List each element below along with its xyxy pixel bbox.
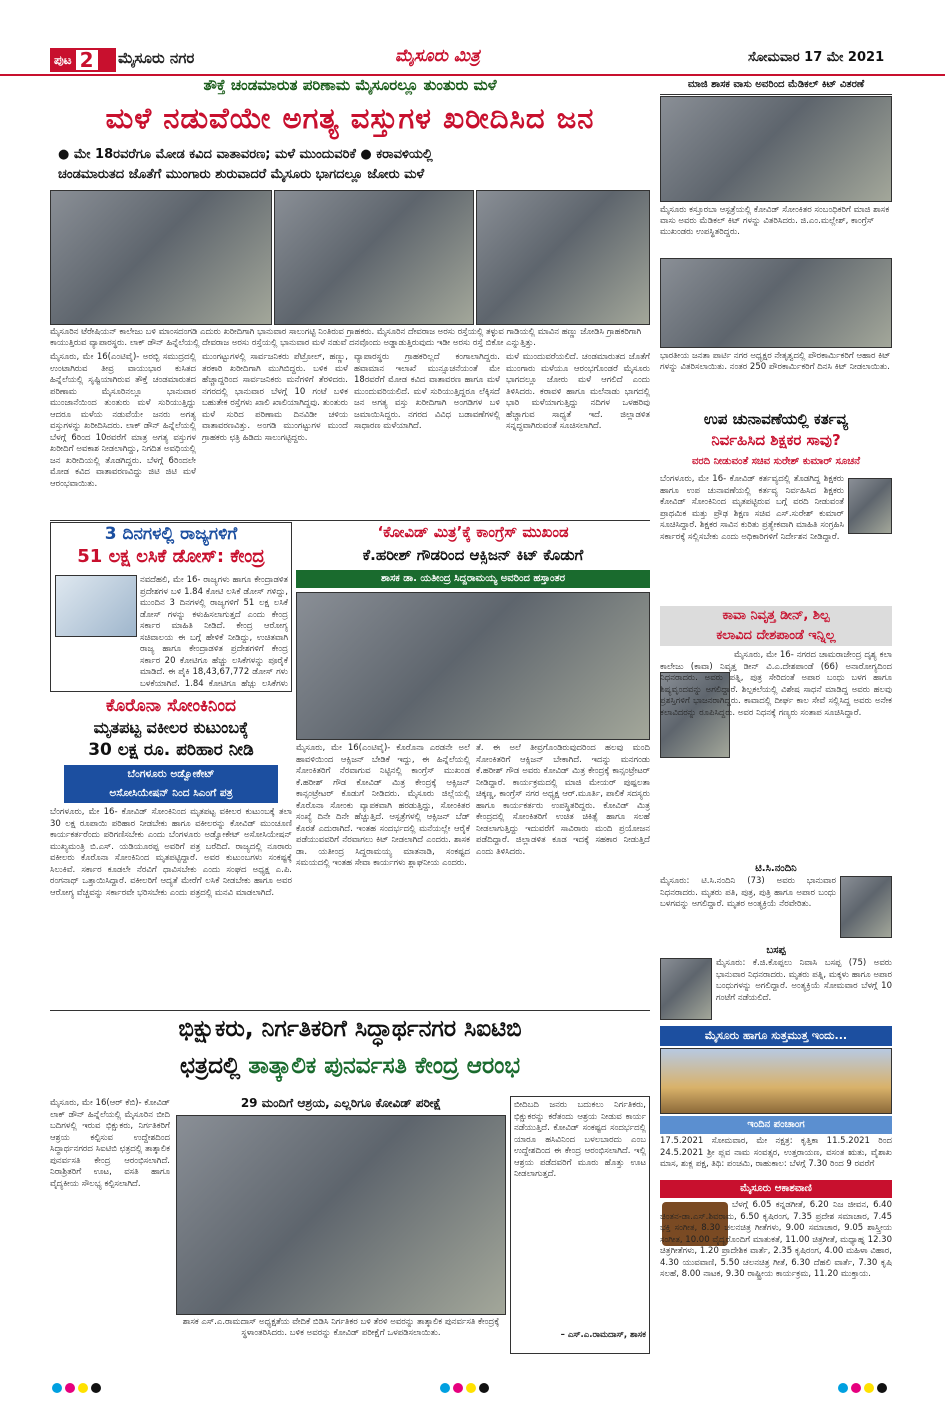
lead-col-1: ಮೈಸೂರು, ಮೇ 16(ಎಂಟಿವೈ)- ಅರಬ್ಬಿ ಸಮುದ್ರದಲ್ಲಿ ಉಂಟಾಗಿರುವ ತೀವ್ರ ವಾಯುಭಾರ ಕುಸಿತದ ಹಿನ್ನೆಲೆಯಲ್ಲಿ ಸೃಷ್ಟಿಯಾಗಿರುವ ತೌಕ್ತೆ ಚಂಡಮಾರುತದ ಪರಿಣಾಮ ಮೈಸೂರಿನಲ್ಲೂ ಭಾನುವಾರ ಮುಂಜಾನೆಯಿಂದ ತುಂತುರು ಮಳೆ ಸುರಿಯುತ್ತಿದ್ದು ಆದರೂ ಮಳೆಯ ನಡುವೆಯೇ ಜನರು ಅಗತ್ಯ ವಸ್ತುಗಳನ್ನು ಖರೀದಿಸಿದರು. ಲಾಕ್ ಡೌನ್ ಹಿನ್ನೆಲೆಯಲ್ಲಿ ಬೆಳಗ್ಗೆ 6ರಿಂದ 10ರವರೆಗೆ ಮಾತ್ರ ಅಗತ್ಯ ವಸ್ತುಗಳ ಖರೀದಿಗೆ ಅವಕಾಶ ನೀಡಲಾಗಿದ್ದು, ನಿಗದಿತ ಅವಧಿಯಲ್ಲಿ ಜನ ಖರೀದಿಯಲ್ಲಿ ತೊಡಗಿದ್ದರು. ಬೆಳಗ್ಗೆ 6ರಿಂದಲೇ ಮೋಡ ಕವಿದ ವಾತಾವರಣವಿದ್ದು ಜಿಟಿ ಜಿಟಿ ಮಳೆ ಆರಂಭವಾಯಿತು. — [50, 352, 196, 489]
dean-headline-2: ಕಲಾವಿದ ದೇಶಪಾಂಡೆ ಇನ್ನಿಲ್ಲ — [716, 628, 836, 643]
paper-name: ಮೈಸೂರು ಮಿತ್ರ — [395, 46, 480, 66]
issue-date: ಸೋಮವಾರ 17 ಮೇ 2021 — [748, 50, 885, 65]
registration-marks-left — [52, 1378, 104, 1397]
dean-headline-1: ಕಾವಾ ನಿವೃತ್ತ ಡೀನ್, ಶಿಲ್ಪ — [722, 608, 830, 623]
lead-col-2: ಮುಂಗಟ್ಟುಗಳಲ್ಲಿ ಸಾರ್ವಜನಿಕರು ಪೆಟ್ರೋಲ್, ಹಣ್ಣು, ತರಕಾರಿ ಖರೀದಿಗಾಗಿ ಮುಗಿಬಿದ್ದರು. ಬಳಿಕ ಮಳೆ ಹೆಚ್ಚಾದ್ದರಿಂದ ಸಾರ್ವಜನಿಕರು ಮನೆಗಳಿಗೆ ತೆರಳಿದರು. ನಗರದಲ್ಲಿ ಭಾನುವಾರ ಬೆಳಗ್ಗೆ 10 ಗಂಟೆ ಬಳಿಕ ಬಹುತೇಕ ರಸ್ತೆಗಳು ಖಾಲಿ ಖಾಲಿಯಾಗಿದ್ದವು. ತುಂತುರು ಮಳೆ ಸುರಿದ ಪರಿಣಾಮ ದಿನವಿಡೀ ಚಳಿಯ ವಾತಾವರಣವಿತ್ತು. ಅಂಗಡಿ ಮುಂಗಟ್ಟುಗಳ ಮುಂದೆ ಗ್ರಾಹಕರು ಛತ್ರಿ ಹಿಡಿದು ಸಾಲುಗಟ್ಟಿದ್ದರು. — [202, 352, 348, 443]
teacher-body: ಬೆಂಗಳೂರು, ಮೇ 16- ಕೋವಿಡ್ ಕರ್ತವ್ಯದಲ್ಲಿ ತೊಡಗಿದ್ದ ಶಿಕ್ಷಕರು ಹಾಗೂ ಉಪ ಚುನಾವಣೆಯಲ್ಲಿ ಕರ್ತವ್ಯ ನಿರ್ವಹಿಸಿದ ಶಿಕ್ಷಕರು ಕೋವಿಡ್ ಸೋಂಕಿನಿಂದ ಮೃತಪಟ್ಟಿರುವ ಬಗ್ಗೆ ವರದಿ ನೀಡುವಂತೆ ಪ್ರಾಥಮಿಕ ಮತ್ತು ಪ್ರೌಢ ಶಿಕ್ಷಣ ಸಚಿವ ಎಸ್.ಸುರೇಶ್ ಕುಮಾರ್ ಸೂಚಿಸಿದ್ದಾರೆ. ಶಿಕ್ಷಕರ ಸಾವಿನ ಕುರಿತು ಪ್ರತ್ಯೇಕವಾಗಿ ಮಾಹಿತಿ ಸಂಗ್ರಹಿಸಿ ಸರ್ಕಾರಕ್ಕೆ ಸಲ್ಲಿಸಬೇಕು ಎಂದು ಅಧಿಕಾರಿಗಳಿಗೆ ನಿರ್ದೇಶನ ನೀಡಿದ್ದಾರೆ. — [660, 474, 844, 542]
medical-kit-photo — [660, 96, 892, 202]
shelter-caption: ಶಾಸಕ ಎಸ್.ಎ.ರಾಮದಾಸ್ ಅಧ್ಯಕ್ಷತೆಯ ವೇದಿಕೆ ಬಿಡಿಸಿ ನಿರ್ಗತಿಕರ ಬಳಿ ತೆರಳಿ ಅವರನ್ನು ತಾತ್ಕಾಲಿಕ ಪುನರ್ವಸತಿ ಕೇಂದ್ರಕ್ಕೆ ಸ್ಥಳಾಂತರಿಸಿದರು. ಬಳಿಕ ಅವರನ್ನು ಕೋವಿಡ್ ಪರೀಕ್ಷೆಗೆ ಒಳಪಡಿಸಲಾಯಿತು. — [182, 1317, 500, 1338]
vaccine-headline-1: 3 ದಿನಗಳಲ್ಲಿ ರಾಜ್ಯಗಳಿಗೆ — [104, 524, 238, 544]
dean-headline — [660, 606, 892, 646]
shelter-quote: ಬೀದಿಬದಿ ಜನರು ಬದುಕಲು ನಿರ್ಗತಿಕರು, ಭಿಕ್ಷುಕರನ್ನು ಕರೆತಂದು ಆಶ್ರಯ ನೀಡುವ ಕಾರ್ಯ ನಡೆಯುತ್ತಿದೆ. ಕೋವಿಡ್ ಸಂಕಷ್ಟದ ಸಂದರ್ಭದಲ್ಲಿ ಯಾರೂ ಹಸಿವಿನಿಂದ ಬಳಲಬಾರದು ಎಂಬ ಉದ್ದೇಶದಿಂದ ಈ ಕೇಂದ್ರ ಆರಂಭಿಸಲಾಗಿದೆ. ಇಲ್ಲಿ ಆಶ್ರಯ ಪಡೆದವರಿಗೆ ಮೂರು ಹೊತ್ತು ಊಟ ನೀಡಲಾಗುತ್ತದೆ. — [514, 1100, 646, 1179]
obit2-photo — [660, 958, 712, 1020]
vaccine-body: ನವದೆಹಲಿ, ಮೇ 16- ರಾಜ್ಯಗಳು ಹಾಗೂ ಕೇಂದ್ರಾಡಳಿತ ಪ್ರದೇಶಗಳ ಬಳಿ 1.84 ಕೋಟಿ ಲಸಿಕೆ ಡೋಸ್ ಗಳಿದ್ದು, ಮುಂದಿನ 3 ದಿನಗಳಲ್ಲಿ ರಾಜ್ಯಗಳಿಗೆ 51 ಲಕ್ಷ ಲಸಿಕೆ ಡೋಸ್ ಗಳನ್ನು ಕಳುಹಿಸಲಾಗುತ್ತದೆ ಎಂದು ಕೇಂದ್ರ ಸರ್ಕಾರ ಮಾಹಿತಿ ನೀಡಿದೆ. ಕೇಂದ್ರ ಆರೋಗ್ಯ ಸಚಿವಾಲಯ ಈ ಬಗ್ಗೆ ಹೇಳಿಕೆ ನೀಡಿದ್ದು, ಉಚಿತವಾಗಿ ರಾಜ್ಯ ಹಾಗೂ ಕೇಂದ್ರಾಡಳಿತ ಪ್ರದೇಶಗಳಿಗೆ ಕೇಂದ್ರ ಸರ್ಕಾರ 20 ಕೋಟಿಗೂ ಹೆಚ್ಚು ಲಸಿಕೆಗಳನ್ನು ಪೂರೈಕೆ ಮಾಡಿದೆ. ಈ ಪೈಕಿ 18,43,67,772 ಡೋಸ್ ಗಳು ಬಳಕೆಯಾಗಿವೆ. 1.84 ಕೋಟಿಗೂ ಹೆಚ್ಚು ಲಸಿಕೆಗಳು — [140, 575, 288, 688]
obit-photo — [840, 876, 892, 938]
shelter-headline-2b: ತಾತ್ಕಾಲಿಕ ಪುನರ್ವಸತಿ ಕೇಂದ್ರ ಆರಂಭ — [248, 1053, 521, 1079]
registration-marks-right — [838, 1378, 890, 1397]
lead-photo-fruit-cart — [274, 190, 474, 325]
lead-photo-cow-road — [476, 190, 650, 325]
lead-caption: ಮೈಸೂರಿನ ಟೆರೇಷಿಯನ್ ಕಾಲೇಜು ಬಳಿ ಮಾಂಸದಂಗಡಿ ಎದುರು ಖರೀದಿಗಾಗಿ ಭಾನುವಾರ ಸಾಲುಗಟ್ಟಿ ನಿಂತಿರುವ ಗ್ರಾಹಕರು. ಮೈಸೂರಿನ ದೇವರಾಜ ಅರಸು ರಸ್ತೆಯಲ್ಲಿ ತಳ್ಳುವ ಗಾಡಿಯಲ್ಲಿ ಮಾವಿನ ಹಣ್ಣು ಜೋಡಿಸಿ ಗ್ರಾಹಕರಿಗಾಗಿ ಕಾಯುತ್ತಿರುವ ವ್ಯಾಪಾರಸ್ಥರು. ಲಾಕ್ ಡೌನ್ ಹಿನ್ನೆಲೆಯಲ್ಲಿ ದೇವರಾಜ ಅರಸು ರಸ್ತೆಯಲ್ಲಿ ಭಾನುವಾರ ಮಳೆ ನಡುವೆ ದನವೊಂದು ಅಡ್ಡಾಡುತ್ತಿರುವುದು ಇಡೀ ಅರಸು ರಸ್ತೆ ಬಿಕೋ ಎನ್ನುತ್ತಿತ್ತು. — [50, 327, 642, 348]
obit-body: ಮೈಸೂರು: ಟಿ.ಸಿ.ನಂದಿನಿ (73) ಅವರು ಭಾನುವಾರ ನಿಧನರಾದರು. ಮೃತರು ಪತಿ, ಪುತ್ರ, ಪುತ್ರಿ ಹಾಗೂ ಅಪಾರ ಬಂಧು ಬಳಗವನ್ನು ಅಗಲಿದ್ದಾರೆ. ಮೃತರ ಅಂತ್ಯಕ್ರಿಯೆ ನೆರವೇರಿತು. — [660, 876, 836, 909]
page-number-badge — [50, 48, 116, 72]
teacher-headline-2: ನಿರ್ವಹಿಸಿದ ಶಿಕ್ಷಕರ ಸಾವು? — [711, 431, 841, 449]
registration-marks-center — [440, 1378, 492, 1397]
food-kit-caption: ಭಾರತೀಯ ಜನತಾ ಪಾರ್ಟಿ ನಗರ ಅಧ್ಯಕ್ಷರ ನೇತೃತ್ವದಲ್ಲಿ ಪೌರಕಾರ್ಮಿಕರಿಗೆ ಆಹಾರ ಕಿಟ್ ಗಳನ್ನು ವಿತರಿಸಲಾಯಿತು. ನಂತರ 250 ಪೌರಕಾರ್ಮಿಕರಿಗೆ ದಿನಸಿ ಕಿಟ್ ನೀಡಲಾಯಿತು. — [660, 351, 891, 372]
lawyers-body: ಬೆಂಗಳೂರು, ಮೇ 16- ಕೋವಿಡ್ ಸೋಂಕಿನಿಂದ ಮೃತಪಟ್ಟ ವಕೀಲರ ಕುಟುಂಬಕ್ಕೆ ತಲಾ 30 ಲಕ್ಷ ರೂಪಾಯಿ ಪರಿಹಾರ ನೀಡಬೇಕು ಹಾಗೂ ವಕೀಲರನ್ನು ಕೋವಿಡ್ ಮುಂಚೂಣಿ ಕಾರ್ಯಕರ್ತರೆಂದು ಪರಿಗಣಿಸಬೇಕು ಎಂದು ಬೆಂಗಳೂರು ಅಡ್ವೋಕೇಟ್ ಅಸೋಸಿಯೇಷನ್ ಮುಖ್ಯಮಂತ್ರಿ ಬಿ.ಎಸ್. ಯಡಿಯೂರಪ್ಪ ಅವರಿಗೆ ಪತ್ರ ಬರೆದಿದೆ. ರಾಜ್ಯದಲ್ಲಿ ನೂರಾರು ವಕೀಲರು ಕೊರೊನಾ ಸೋಂಕಿನಿಂದ ಮೃತಪಟ್ಟಿದ್ದಾರೆ. ಅವರ ಕುಟುಂಬಗಳು ಸಂಕಷ್ಟಕ್ಕೆ ಸಿಲುಕಿವೆ. ಸರ್ಕಾರ ಕೂಡಲೇ ನೆರವಿಗೆ ಧಾವಿಸಬೇಕು ಎಂದು ಸಂಘದ ಅಧ್ಯಕ್ಷ ಎ.ಪಿ. ರಂಗನಾಥ್ ಒತ್ತಾಯಿಸಿದ್ದಾರೆ. ವಕೀಲರಿಗೆ ಆದ್ಯತೆ ಮೇರೆಗೆ ಲಸಿಕೆ ನೀಡಬೇಕು ಹಾಗೂ ಅವರ ಆರೋಗ್ಯ ವೆಚ್ಚವನ್ನು ಸರ್ಕಾರವೇ ಭರಿಸಬೇಕು ಎಂದು ಪತ್ರದಲ್ಲಿ ಮನವಿ ಮಾಡಲಾಗಿದೆ. — [50, 807, 292, 898]
oxygen-col-1: ಮೈಸೂರು, ಮೇ 16(ಎಂಟಿವೈ)- ಕೊರೊನಾ ಎರಡನೇ ಅಲೆ ಹಾವಳಿಯಿಂದ ಆಕ್ಸಿಜನ್ ಬೇಡಿಕೆ ಇದ್ದು, ಈ ಹಿನ್ನೆಲೆಯಲ್ಲಿ ಸೋಂಕಿತರಿಗೆ ನೆರವಾಗುವ ನಿಟ್ಟಿನಲ್ಲಿ ಕಾಂಗ್ರೆಸ್ ಮುಖಂಡ ಕೆ.ಹರೀಶ್ ಗೌಡ ಕೋವಿಡ್ ಮಿತ್ರ ಕೇಂದ್ರಕ್ಕೆ ಆಕ್ಸಿಜನ್ ಕಾನ್ಸಂಟ್ರೇಟರ್ ಕೊಡುಗೆ ನೀಡಿದರು. ಮೈಸೂರು ಜಿಲ್ಲೆಯಲ್ಲಿ ಕೊರೊನಾ ಸೋಂಕು ವ್ಯಾಪಕವಾಗಿ ಹರಡುತ್ತಿದ್ದು, ಸೋಂಕಿತರ ಸಂಖ್ಯೆ ದಿನೇ ದಿನೇ ಹೆಚ್ಚುತ್ತಿದೆ. ಆಸ್ಪತ್ರೆಗಳಲ್ಲಿ ಆಕ್ಸಿಜನ್ ಬೆಡ್ ಕೊರತೆ ಎದುರಾಗಿದೆ. ಇಂತಹ ಸಂದರ್ಭದಲ್ಲಿ ಮನೆಯಲ್ಲೇ ಆರೈಕೆ ಪಡೆಯುವವರಿಗೆ ನೆರವಾಗಲು ಕಿಟ್ ನೀಡಲಾಗಿದೆ ಎಂದರು. ಶಾಸಕ ಡಾ. ಯತೀಂದ್ರ ಸಿದ್ದರಾಮಯ್ಯ ಮಾತನಾಡಿ, ಸಂಕಷ್ಟದ ಸಮಯದಲ್ಲಿ ಇಂತಹ ಸೇವಾ ಕಾರ್ಯಗಳು ಶ್ಲಾಘನೀಯ ಎಂದರು. — [296, 743, 470, 868]
minister-photo — [848, 478, 892, 534]
lawyers-bar-line-2: ಅಸೋಸಿಯೇಷನ್ ನಿಂದ ಸಿಎಂಗೆ ಪತ್ರ — [109, 787, 233, 799]
shelter-headline-2a: ಛತ್ರದಲ್ಲಿ — [179, 1053, 249, 1079]
lead-col-3: ವ್ಯಾಪಾರಸ್ಥರು ಗ್ರಾಹಕರಿಲ್ಲದೆ ಕಂಗಾಲಾಗಿದ್ದರು. ಹವಾಮಾನ ಇಲಾಖೆ ಮುನ್ಸೂಚನೆಯಂತೆ ಮೇ 18ರವರೆಗೆ ಮೋಡ ಕವಿದ ವಾತಾವರಣ ಹಾಗೂ ಮಳೆ ಮುಂದುವರಿಯಲಿದೆ. ಮಳೆ ಸುರಿಯುತ್ತಿದ್ದರೂ ಲೆಕ್ಕಿಸದೆ ಜನ ಅಗತ್ಯ ವಸ್ತು ಖರೀದಿಗಾಗಿ ಅಂಗಡಿಗಳ ಬಳಿ ಜಮಾಯಿಸಿದ್ದರು. ನಗರದ ವಿವಿಧ ಬಡಾವಣೆಗಳಲ್ಲಿ ಸಾಧಾರಣ ಮಳೆಯಾಗಿದೆ. — [354, 352, 500, 431]
today-bar: ಮೈಸೂರು ಹಾಗೂ ಸುತ್ತಮುತ್ತ ಇಂದು... — [660, 1026, 892, 1046]
dean-body: ಮೈಸೂರು, ಮೇ 16- ನಗರದ ಚಾಮರಾಜೇಂದ್ರ ದೃಶ್ಯ ಕಲಾ ಕಾಲೇಜು (ಕಾವಾ) ನಿವೃತ್ತ ಡೀನ್ ವಿ.ಎ.ದೇಶಪಾಂಡೆ (66) ಅನಾರೋಗ್ಯದಿಂದ ನಿಧನರಾದರು. ಅವರು ಪತ್ನಿ, ಪುತ್ರ ಸೇರಿದಂತೆ ಅಪಾರ ಬಂಧು ಬಳಗ ಹಾಗೂ ಶಿಷ್ಯವೃಂದವನ್ನು ಅಗಲಿದ್ದಾರೆ. ಶಿಲ್ಪಕಲೆಯಲ್ಲಿ ವಿಶೇಷ ಸಾಧನೆ ಮಾಡಿದ್ದ ಅವರು ಹಲವು ಪ್ರಶಸ್ತಿಗಳಿಗೆ ಭಾಜನರಾಗಿದ್ದರು. ಕಾವಾದಲ್ಲಿ ದೀರ್ಘ ಕಾಲ ಸೇವೆ ಸಲ್ಲಿಸಿದ್ದ ಅವರು ಅನೇಕ ಕಲಾವಿದರನ್ನು ರೂಪಿಸಿದ್ದರು. ಅವರ ನಿಧನಕ್ಕೆ ಗಣ್ಯರು ಸಂತಾಪ ಸೂಚಿಸಿದ್ದಾರೆ. — [660, 650, 892, 718]
oxygen-bar: ಶಾಸಕ ಡಾ. ಯತೀಂದ್ರ ಸಿದ್ದರಾಮಯ್ಯ ಅವರಿಂದ ಹಸ್ತಾಂತರ — [296, 570, 650, 588]
obit2-body: ಮೈಸೂರು: ಕೆ.ಜಿ.ಕೊಪ್ಪಲು ನಿವಾಸಿ ಬಸಪ್ಪ (75) ಅವರು ಭಾನುವಾರ ನಿಧನರಾದರು. ಮೃತರು ಪತ್ನಿ, ಮಕ್ಕಳು ಹಾಗೂ ಅಪಾರ ಬಂಧುಗಳನ್ನು ಅಗಲಿದ್ದಾರೆ. ಅಂತ್ಯಕ್ರಿಯೆ ಸೋಮವಾರ ಬೆಳಗ್ಗೆ 10 ಗಂಟೆಗೆ ನಡೆಯಲಿದೆ. — [716, 958, 892, 1003]
shelter-subhead: 29 ಮಂದಿಗೆ ಆಶ್ರಯ, ಎಲ್ಲರಿಗೂ ಕೋವಿಡ್ ಪರೀಕ್ಷೆ — [240, 1096, 442, 1110]
obit-title: ಟಿ.ಸಿ.ನಂದಿನಿ — [755, 863, 797, 874]
lead-subhead-line-2: ಚಂಡಮಾರುತದ ಜೊತೆಗೆ ಮುಂಗಾರು ಶುರುವಾದರೆ ಮೈಸೂರು ಭಾಗದಲ್ಲೂ ಜೋರು ಮಳೆ — [58, 167, 425, 182]
shelter-headline-2 — [50, 1050, 650, 1082]
lead-headline: ಮಳೆ ನಡುವೆಯೇ ಅಗತ್ಯ ವಸ್ತುಗಳ ಖರೀದಿಸಿದ ಜನ — [105, 101, 595, 135]
right-banner: ಮಾಜಿ ಶಾಸಕ ವಾಸು ಅವರಿಂದ ಮೆಡಿಕಲ್ ಕಿಟ್ ವಿತರಣೆ — [660, 76, 892, 95]
shelter-col-1: ಮೈಸೂರು, ಮೇ 16(ಆರ್ ಕೆಬಿ)- ಕೋವಿಡ್ ಲಾಕ್ ಡೌನ್ ಹಿನ್ನೆಲೆಯಲ್ಲಿ ಮೈಸೂರಿನ ಬೀದಿ ಬದಿಗಳಲ್ಲಿ ಇರುವ ಭಿಕ್ಷುಕರು, ನಿರ್ಗತಿಕರಿಗೆ ಆಶ್ರಯ ಕಲ್ಪಿಸುವ ಉದ್ದೇಶದಿಂದ ಸಿದ್ಧಾರ್ಥನಗರದ ಸಿಐಟಿಬಿ ಛತ್ರದಲ್ಲಿ ತಾತ್ಕಾಲಿಕ ಪುನರ್ವಸತಿ ಕೇಂದ್ರ ಆರಂಭಿಸಲಾಗಿದೆ. ನಿರಾಶ್ರಿತರಿಗೆ ಊಟ, ವಸತಿ ಹಾಗೂ ವೈದ್ಯಕೀಯ ಸೌಲಭ್ಯ ಕಲ್ಪಿಸಲಾಗಿದೆ. — [50, 1098, 170, 1189]
lawyers-bar-line-1: ಬೆಂಗಳೂರು ಅಡ್ವೋಕೇಟ್ — [127, 768, 215, 780]
lawyers-headline-3: 30 ಲಕ್ಷ ರೂ. ಪರಿಹಾರ ನೀಡಿ — [88, 740, 254, 760]
panchanga-bar: ಇಂದಿನ ಪಂಚಾಂಗ — [660, 1116, 892, 1134]
oxygen-col-2: ತೆ. ಈ ಅಲೆ ತೀವ್ರಗೊಂಡಿರುವುದರಿಂದ ಹಲವು ಮಂದಿ ಸೋಂಕಿತರಿಗೆ ಆಕ್ಸಿಜನ್ ಬೇಕಾಗಿದೆ. ಇದನ್ನು ಮನಗಂಡು ಕೆ.ಹರೀಶ್ ಗೌಡ ಅವರು ಕೋವಿಡ್ ಮಿತ್ರ ಕೇಂದ್ರಕ್ಕೆ ಕಾನ್ಸಂಟ್ರೇಟರ್ ನೀಡಿದ್ದಾರೆ. ಕಾರ್ಯಕ್ರಮದಲ್ಲಿ ಮಾಜಿ ಮೇಯರ್ ಪುಷ್ಪಲತಾ ಚಿಕ್ಕಣ್ಣ, ಕಾಂಗ್ರೆಸ್ ನಗರ ಅಧ್ಯಕ್ಷ ಆರ್.ಮೂರ್ತಿ, ಪಾಲಿಕೆ ಸದಸ್ಯರು ಹಾಗೂ ಕಾರ್ಯಕರ್ತರು ಉಪಸ್ಥಿತರಿದ್ದರು. ಕೋವಿಡ್ ಮಿತ್ರ ಕೇಂದ್ರದಲ್ಲಿ ಸೋಂಕಿತರಿಗೆ ಉಚಿತ ಚಿಕಿತ್ಸೆ ಹಾಗೂ ಸಲಹೆ ನೀಡಲಾಗುತ್ತಿದ್ದು ಇದುವರೆಗೆ ಸಾವಿರಾರು ಮಂದಿ ಪ್ರಯೋಜನ ಪಡೆದಿದ್ದಾರೆ. ಜಿಲ್ಲಾಡಳಿತ ಕೂಡ ಇದಕ್ಕೆ ಸಹಕಾರ ನೀಡುತ್ತಿದೆ ಎಂದು ತಿಳಿಸಿದರು. — [476, 743, 650, 857]
vaccine-vials-photo — [55, 575, 137, 637]
food-kit-photo — [660, 258, 892, 348]
oxygen-headline-2: ಕೆ.ಹರೀಶ್ ಗೌಡರಿಂದ ಆಕ್ಸಿಜನ್ ಕಿಟ್ ಕೊಡುಗೆ — [362, 546, 584, 564]
teacher-headline-1: ಉಪ ಚುನಾವಣೆಯಲ್ಲಿ ಕರ್ತವ್ಯ — [703, 410, 849, 428]
radio-body: ಬೆಳಗ್ಗೆ 6.05 ಕನ್ನಡಗೀತೆ, 6.20 ನಿಜ ಜೀವನ, 6.40 ಚಿಂತನ-ಡಾ.ಎಸ್.ಶಿವರಾಮ, 6.50 ಕೃಷಿರಂಗ, 7.35 ಪ್ರದೇಶ ಸಮಾಚಾರ, 7.45 ಭಕ್ತಿ ಸಂಗೀತ, 8.30 ಚಲನಚಿತ್ರ ಗೀತೆಗಳು, 9.00 ಸಮಾಚಾರ, 9.05 ಶಾಸ್ತ್ರೀಯ ಸಂಗೀತ, 10.00 ವೈದ್ಯರೊಂದಿಗೆ ಮಾತುಕತೆ, 11.00 ಚಿತ್ರಗೀತೆ, ಮಧ್ಯಾಹ್ನ 12.30 ಚಿತ್ರಗೀತೆಗಳು, 1.20 ಪ್ರಾದೇಶಿಕ ವಾರ್ತೆ, 2.35 ಕೃಷಿರಂಗ, 4.00 ಮಹಿಳಾ ವಿಹಾರ, 4.30 ಯುವವಾಣಿ, 5.50 ಚಲನಚಿತ್ರ ಗೀತೆ, 6.30 ದೆಹಲಿ ವಾರ್ತೆ, 7.30 ಕೃಷಿ ಸಲಹೆ, 8.00 ನಾಟಕ, 9.30 ರಾಷ್ಟ್ರೀಯ ಕಾರ್ಯಕ್ರಮ, 11.20 ಮುಕ್ತಾಯ. — [660, 1200, 892, 1279]
lead-subhead-line-1: ● ಮೇ 18ರವರೆಗೂ ಮೋಡ ಕವಿದ ವಾತಾವರಣ; ಮಳೆ ಮುಂದುವರಿಕೆ ● ಕರಾವಳಿಯಲ್ಲಿ — [58, 147, 433, 162]
lead-col-4: ಮಳೆ ಮುಂದುವರೆಯಲಿದೆ. ಚಂಡಮಾರುತದ ಜೊತೆಗೆ ಮುಂಗಾರು ಮಳೆಯೂ ಆರಂಭಗೊಂಡರೆ ಮೈಸೂರು ಭಾಗದಲ್ಲೂ ಜೋರು ಮಳೆ ಆಗಲಿದೆ ಎಂದು ತಿಳಿಸಿದರು. ಕರಾವಳಿ ಹಾಗೂ ಮಲೆನಾಡು ಭಾಗದಲ್ಲಿ ಭಾರಿ ಮಳೆಯಾಗುತ್ತಿದ್ದು ನದಿಗಳ ಒಳಹರಿವು ಹೆಚ್ಚಾಗುವ ಸಾಧ್ಯತೆ ಇದೆ. ಜಿಲ್ಲಾಡಳಿತ ಸನ್ನದ್ಧವಾಗಿರುವಂತೆ ಸೂಚಿಸಲಾಗಿದೆ. — [506, 352, 650, 431]
medical-kit-caption: ಮೈಸೂರು ಕಸ್ತೂರಬಾ ಆಸ್ಪತ್ರೆಯಲ್ಲಿ ಕೋವಿಡ್ ಸೋಂಕಿತರ ಸಂಬಂಧಿಕರಿಗೆ ಮಾಜಿ ಶಾಸಕ ವಾಸು ಅವರು ಮೆಡಿಕಲ್ ಕಿಟ್ ಗಳನ್ನು ವಿತರಿಸಿದರು. ಜಿ.ಎಂ.ಮಲ್ಲೇಶ್, ಕಾಂಗ್ರೆಸ್ ಮುಖಂಡರು ಉಪಸ್ಥಿತರಿದ್ದರು. — [660, 205, 890, 237]
lead-photo-butcher — [50, 190, 272, 325]
divider — [50, 1010, 650, 1011]
lawyers-headline-2: ಮೃತಪಟ್ಟ ವಕೀಲರ ಕುಟುಂಬಕ್ಕೆ — [93, 718, 249, 737]
palace-photo — [660, 1048, 892, 1114]
vaccine-headline-2: 51 ಲಕ್ಷ ಲಸಿಕೆ ಡೋಸ್: ಕೇಂದ್ರ — [77, 546, 265, 567]
lead-kicker: ತೌಕ್ತೆ ಚಂಡಮಾರುತ ಪರಿಣಾಮ ಮೈಸೂರಲ್ಲೂ ತುಂತುರು ಮಳೆ — [203, 76, 497, 94]
section-title: ಮೈಸೂರು ನಗರ — [118, 49, 195, 67]
oxygen-handover-photo — [296, 592, 650, 740]
obit2-title: ಬಸಪ್ಪ — [766, 945, 786, 956]
lawyers-headline-1: ಕೊರೊನಾ ಸೋಂಕಿನಿಂದ — [106, 696, 236, 716]
panchanga-body: 17.5.2021 ಸೋಮವಾರ, ಮೇ ನಕ್ಷತ್ರ: ಕೃತ್ತಿಕಾ 11.5.2021 ರಿಂದ 24.5.2021 ಶ್ರೀ ಪ್ಲವ ನಾಮ ಸಂವತ್ಸರ, ಉತ್ತರಾಯಣ, ವಸಂತ ಋತು, ವೈಶಾಖ ಮಾಸ, ಶುಕ್ಲ ಪಕ್ಷ, ತಿಥಿ: ಪಂಚಮಿ, ರಾಹುಕಾಲ: ಬೆಳಗ್ಗೆ 7.30 ರಿಂದ 9 ರವರೆಗೆ — [660, 1136, 892, 1169]
shelter-photo — [176, 1115, 506, 1315]
shelter-signature: – ಎಸ್.ಎ.ರಾಮದಾಸ್, ಶಾಸಕ — [560, 1330, 646, 1340]
shelter-headline-1: ಭಿಕ್ಷುಕರು, ನಿರ್ಗತಿಕರಿಗೆ ಸಿದ್ಧಾರ್ಥನಗರ ಸಿಐಟಿಬಿ — [178, 1016, 522, 1042]
page-label: ಪುಟ — [54, 52, 72, 67]
lead-subhead — [58, 145, 648, 185]
divider — [50, 520, 650, 521]
page-number: 2 — [76, 50, 98, 70]
teacher-subhead: ವರದಿ ನೀಡುವಂತೆ ಸಚಿವ ಸುರೇಶ್ ಕುಮಾರ್ ಸೂಚನೆ — [691, 456, 861, 467]
lawyers-subhead-bar — [64, 765, 278, 803]
radio-bar: ಮೈಸೂರು ಆಕಾಶವಾಣಿ — [660, 1180, 892, 1198]
oxygen-headline-1: ‘ಕೋವಿಡ್ ಮಿತ್ರ’ಕ್ಕೆ ಕಾಂಗ್ರೆಸ್ ಮುಖಂಡ — [377, 523, 569, 541]
